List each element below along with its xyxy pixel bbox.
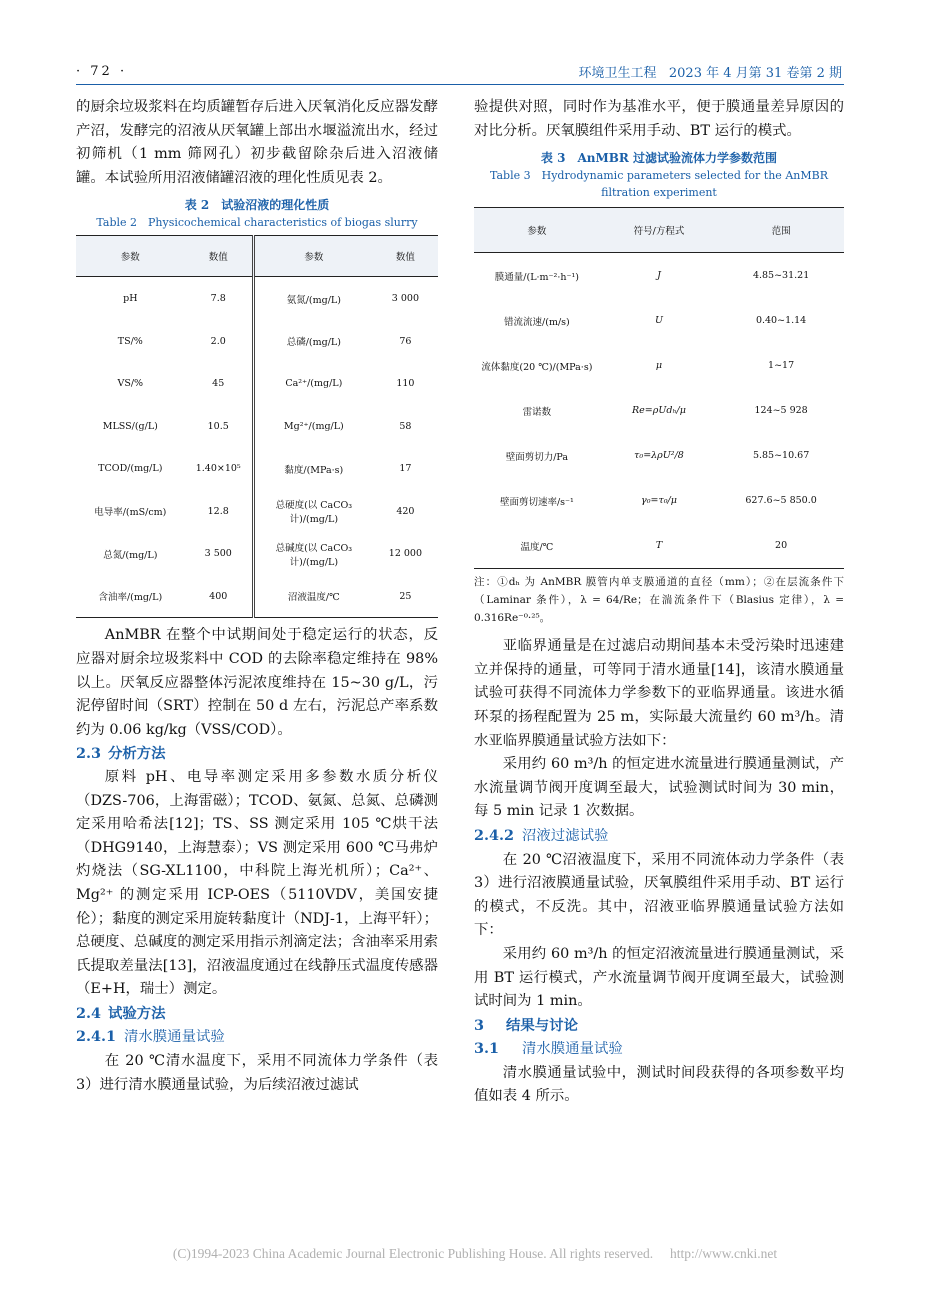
table-row — [474, 253, 844, 299]
table-header-row — [474, 208, 844, 253]
table-header: 范围 — [718, 208, 844, 253]
table-cell: 含油率/(mg/L) — [98, 592, 163, 604]
table-row — [76, 490, 438, 533]
journal-name: 环境卫生工程 — [578, 66, 657, 81]
table-row — [474, 478, 844, 523]
table-cell: μ — [655, 360, 663, 372]
subsection-heading: 3.1 清水膜通量试验 — [474, 1040, 623, 1058]
table-cell: 流体黏度(20 ℃)/(MPa·s) — [481, 361, 593, 373]
table-cell: 400 — [209, 590, 228, 602]
table-row — [474, 388, 844, 433]
table-row — [474, 298, 844, 343]
table-cell: 壁面剪切力/Pa — [505, 451, 569, 463]
paragraph: 清水膜通量试验中，测试时间段获得的各项参数平均值如表 4 所示。 — [474, 1064, 844, 1105]
left-column — [76, 96, 438, 1097]
section-heading: 2.3 分析方法 — [76, 745, 166, 763]
table-cell: 10.5 — [207, 420, 229, 432]
table-cell: 25 — [399, 590, 412, 602]
table-cell: 黏度/(MPa·s) — [253, 447, 372, 490]
table-cell: 错流流速/(m/s) — [504, 316, 570, 328]
table-cell: 627.6~5 850.0 — [745, 495, 817, 507]
table-cell: 温度/℃ — [520, 541, 554, 553]
paragraph: 的厨余垃圾浆料在均质罐暂存后进入厌氧消化反应器发酵产沼，发酵完的沼液从厌氧罐上部出水堰溢流出水，经过初筛机（1 mm 筛网孔）初步截留除杂后进入沼液储罐。本试验所用沼液储罐沼液的理化性质见表 2。 — [76, 99, 438, 186]
table3-caption-cn: 表 3 AnMBR 过滤试验流体力学参数范围 — [540, 151, 778, 166]
table-cell: 110 — [396, 378, 415, 390]
paragraph: AnMBR 在整个中试期间处于稳定运行的状态，反应器对厨余垃圾浆料中 COD 的去除率稳定维持在 98% 以上。厌氧反应器整体污泥浓度维持在 15~30 g/L，污泥停留时间（SRT）控制在 50 d 左右，污泥总产率系数约为 0.06 kg/kg（VSS/COD）。 — [76, 627, 438, 738]
table-cell: TCOD/(mg/L) — [98, 463, 163, 475]
table-cell: T — [655, 540, 663, 552]
paragraph: 采用约 60 m³/h 的恒定沼液流量进行膜通量测试，采用 BT 运行模式，产水流量调节阀开度调至最大，试验测试时间为 1 min。 — [474, 945, 844, 1010]
table-cell: 76 — [399, 335, 412, 347]
page-number: · 72 · — [76, 64, 128, 79]
right-column — [474, 96, 844, 1109]
paragraph: 验提供对照，同时作为基准水平，便于膜通量差异原因的对比分析。厌氧膜组件采用手动、BT 运行的模式。 — [474, 99, 844, 139]
table-header: 数值 — [185, 236, 254, 277]
subsection-heading: 2.4.2 沼液过滤试验 — [474, 826, 609, 844]
table-header: 参数 — [474, 208, 600, 253]
table-row — [76, 320, 438, 363]
table-cell: 3 500 — [204, 548, 232, 560]
table-cell: 总碱度(以 CaCO₃ 计)/(mg/L) — [253, 532, 372, 575]
table-cell: 17 — [399, 463, 412, 475]
table-cell: 沼液温度/℃ — [253, 575, 372, 618]
table-cell: 总硬度(以 CaCO₃ 计)/(mg/L) — [253, 490, 372, 533]
table-cell: 420 — [396, 505, 415, 517]
table-cell: 膜通量/(L·m⁻²·h⁻¹) — [494, 271, 580, 283]
table-row — [474, 433, 844, 478]
table2-caption-en: Table 2 Physicochemical characteristics of biogas slurry — [96, 216, 418, 230]
table-cell: TS/% — [117, 335, 143, 347]
table-row — [76, 532, 438, 575]
table-header: 参数 — [76, 236, 185, 277]
table-row — [76, 277, 438, 320]
paragraph: 在 20 ℃沼液温度下，采用不同流体动力学条件（表 3）进行沼液膜通量试验，厌氧膜组件采用手动、BT 运行的模式，不反洗。其中，沼液亚临界膜通量试验方法如下： — [474, 851, 844, 939]
table-cell: pH — [123, 293, 138, 305]
paragraph: 原料 pH、电导率测定采用多参数水质分析仪（DZS-706，上海雷磁）；TCOD、氨氮、总氮、总磷测定采用哈希法[12]；TS、SS 测定采用 105 ℃烘干法（DHG9140，上海慧泰）；VS 测定采用 600 ℃马弗炉灼烧法（SG-XL1100，中科院上海光机所）；Ca²⁺、Mg²⁺ 的测定采用 ICP-OES（5110VDV，美国安捷伦）；黏度的测定采用旋转黏度计（NDJ-1，上海平轩）；总硬度、总碱度的测定采用指示剂滴定法；含油率采用索氏提取差量法[13]，沼液温度通过在线静压式温度传感器（E+H，瑞士）测定。 — [76, 768, 438, 998]
table-row — [76, 362, 438, 405]
header-rule — [76, 84, 844, 85]
table-row — [76, 447, 438, 490]
table-cell: 0.40~1.14 — [755, 315, 807, 327]
table2 — [76, 235, 438, 618]
table-cell: 雷诺数 — [522, 406, 552, 418]
table-header: 符号/方程式 — [600, 208, 718, 253]
table-header-row — [76, 236, 438, 277]
table-cell: 20 — [775, 540, 788, 552]
paragraph: 亚临界通量是在过滤启动期间基本未受污染时迅速建立并保持的通量，可等同于清水通量[14]，该清水膜通量试验可获得不同流体力学参数下的亚临界通量。该进水循环泵的扬程配置为 25 m，实际最大流量约 60 m³/h。清水亚临界膜通量试验方法如下： — [474, 638, 844, 749]
table-cell: Mg²⁺/(mg/L) — [253, 405, 372, 448]
table-header: 数值 — [373, 236, 438, 277]
table3-caption-en: Table 3 Hydrodynamic parameters selected for the AnMBR filtration experiment — [490, 169, 828, 200]
copyright-footer: (C)1994-2023 China Academic Journal Electronic Publishing House. All rights reserved. http://www.cnki.net — [172, 1246, 778, 1261]
table-cell: MLSS/(g/L) — [102, 420, 158, 432]
table-cell: 1~17 — [768, 360, 795, 372]
table-header: 参数 — [253, 236, 372, 277]
table-cell: VS/% — [117, 378, 144, 390]
table-cell: 3 000 — [391, 293, 419, 305]
table-cell: 总磷/(mg/L) — [253, 320, 372, 363]
table-row — [474, 343, 844, 388]
table-cell: 氨氮/(mg/L) — [253, 277, 372, 320]
table-cell: 5.85~10.67 — [752, 450, 810, 462]
table-cell: J — [657, 270, 661, 282]
table3 — [474, 207, 844, 569]
table-row — [76, 405, 438, 448]
table-cell: 2.0 — [210, 335, 226, 347]
table-cell: 壁面剪切速率/s⁻¹ — [499, 496, 574, 508]
table-cell: Ca²⁺/(mg/L) — [253, 362, 372, 405]
table-cell: 124~5 928 — [754, 405, 808, 417]
table-row — [76, 575, 438, 618]
table-cell: 4.85~31.21 — [752, 270, 810, 282]
table-cell: 1.40×10⁵ — [195, 463, 241, 475]
table-cell: 12 000 — [388, 548, 423, 560]
table-cell: τ₀=λρU²/8 — [634, 450, 684, 462]
table-cell: 58 — [399, 420, 412, 432]
table-cell: γ₀=τ₀/μ — [641, 495, 677, 507]
table-cell: 电导率/(mS/cm) — [94, 507, 167, 519]
journal-header — [578, 62, 842, 81]
table-cell: Re=ρUdₕ/μ — [632, 405, 686, 417]
table-row — [474, 523, 844, 569]
table-cell: 12.8 — [207, 505, 229, 517]
journal-issue: 2023 年 4 月第 31 卷第 2 期 — [668, 66, 842, 81]
table-cell: U — [654, 315, 663, 327]
paragraph: 在 20 ℃清水温度下，采用不同流体力学条件（表 3）进行清水膜通量试验，为后续沼液过滤试 — [76, 1053, 438, 1093]
table2-caption-cn: 表 2 试验沼液的理化性质 — [184, 198, 330, 213]
table-cell: 总氮/(mg/L) — [103, 549, 158, 561]
table-cell: 45 — [212, 378, 225, 390]
section-heading: 2.4 试验方法 — [76, 1004, 166, 1022]
table3-note: 注：①dₕ 为 AnMBR 膜管内单支膜通道的直径（mm）；②在层流条件下（Laminar 条件），λ = 64/Re；在湍流条件下（Blasius 定律），λ = 0.316Re⁻⁰·²⁵。 — [474, 576, 844, 625]
table-cell: 7.8 — [210, 293, 226, 305]
subsection-heading: 2.4.1 清水膜通量试验 — [76, 1028, 225, 1046]
paragraph: 采用约 60 m³/h 的恒定进水流量进行膜通量测试，产水流量调节阀开度调至最大，试验测试时间为 30 min，每 5 min 记录 1 次数据。 — [474, 756, 844, 820]
section-heading: 3 结果与讨论 — [474, 1016, 578, 1034]
